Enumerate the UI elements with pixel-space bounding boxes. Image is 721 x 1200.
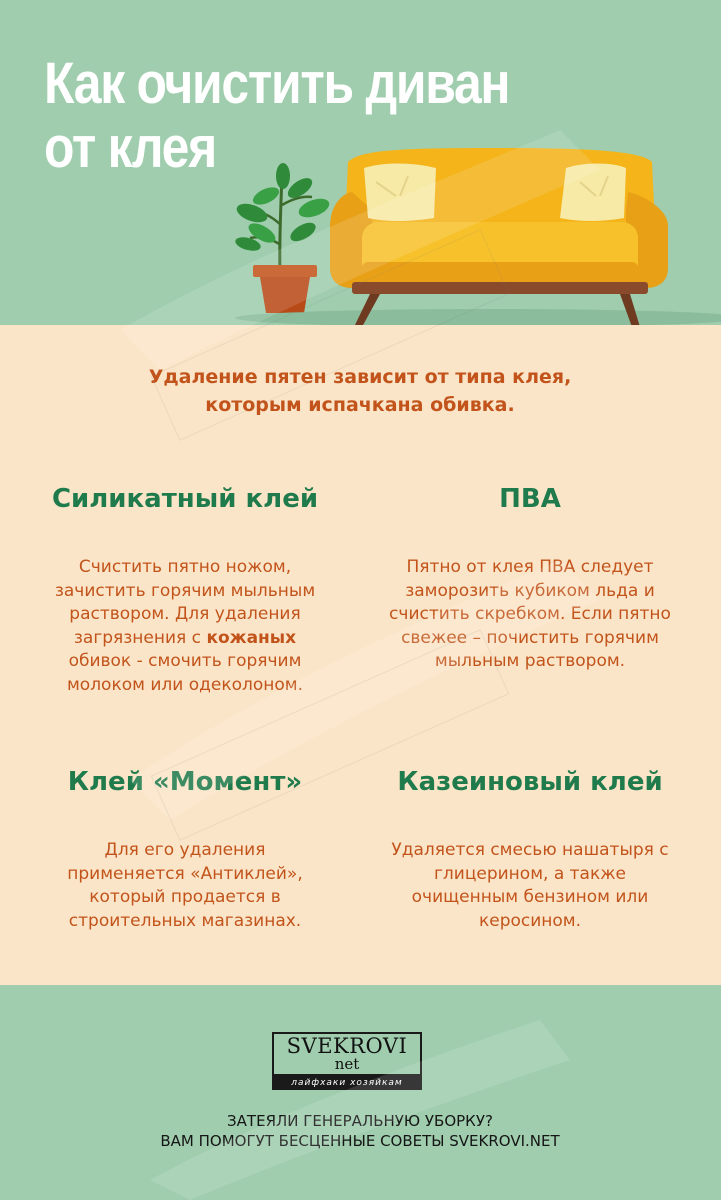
card-line: Для его удаления — [104, 840, 266, 860]
logo-net-text: net — [334, 1055, 360, 1073]
card-line: Пятно от клея ПВА следует — [406, 557, 654, 577]
card-line: Удаляется смесью нашатыря с — [391, 840, 669, 860]
card-title: Казеиновый клей — [397, 767, 663, 797]
card-line: обивок - смочить горячим — [68, 651, 302, 671]
svekrovi-logo[interactable] — [272, 1032, 426, 1094]
card-moment-glue — [20, 765, 350, 933]
footer-line-2: ВАМ ПОМОГУТ БЕСЦЕННЫЕ СОВЕТЫ SVEKROVI.NET — [160, 1132, 560, 1150]
card-line: керосином. — [478, 910, 582, 931]
card-casein-glue — [365, 765, 695, 933]
card-line-text: загрязнения с — [73, 627, 207, 648]
card-title: Силикатный клей — [51, 484, 319, 514]
header-section — [0, 0, 721, 325]
content-section — [0, 325, 721, 985]
footer-section — [0, 985, 721, 1200]
page-title — [44, 52, 509, 180]
intro-line-2: которым испачкана обивка. — [205, 394, 515, 416]
intro-text — [60, 363, 660, 419]
card-line: глицерином, а также — [433, 863, 627, 884]
plant-icon — [234, 163, 332, 313]
title-line-1: Как очистить диван — [44, 51, 510, 116]
card-line: раствором. Для удаления — [69, 604, 301, 624]
footer-line-1: ЗАТЕЯЛИ ГЕНЕРАЛЬНУЮ УБОРКУ? — [227, 1112, 493, 1130]
card-line: Счистить пятно ножом, — [78, 557, 292, 577]
card-line-bold: кожаных — [206, 627, 297, 648]
card-line: очищенным бензином или — [411, 887, 649, 907]
logo-tagline: лайфхаки хозяйкам — [272, 1076, 422, 1090]
card-line: строительных магазинах. — [68, 910, 302, 931]
card-body — [20, 556, 350, 697]
card-title: Клей «Момент» — [67, 767, 303, 797]
card-body — [20, 839, 350, 933]
card-body — [365, 839, 695, 933]
intro-line-1: Удаление пятен зависит от типа клея, — [148, 366, 572, 388]
card-line: мыльным раствором. — [434, 651, 626, 671]
card-body — [365, 556, 695, 674]
logo-main-text: SVEKROVI — [286, 1034, 408, 1058]
card-line: свежее – почистить горячим — [401, 627, 659, 648]
card-line: который продается в — [89, 887, 281, 907]
card-line: счистить скребком. Если пятно — [389, 604, 671, 624]
title-line-2: от клея — [44, 115, 216, 180]
card-pva-glue — [365, 482, 695, 674]
card-line: заморозить кубиком льда и — [405, 580, 655, 601]
card-line — [20, 627, 350, 651]
card-title: ПВА — [499, 484, 561, 514]
card-silicate-glue — [20, 482, 350, 697]
card-line: молоком или одеколоном. — [66, 674, 304, 695]
card-line: зачистить горячим мыльным — [54, 580, 316, 601]
card-line: применяется «Антиклей», — [67, 863, 303, 884]
footer-text — [60, 1111, 660, 1151]
